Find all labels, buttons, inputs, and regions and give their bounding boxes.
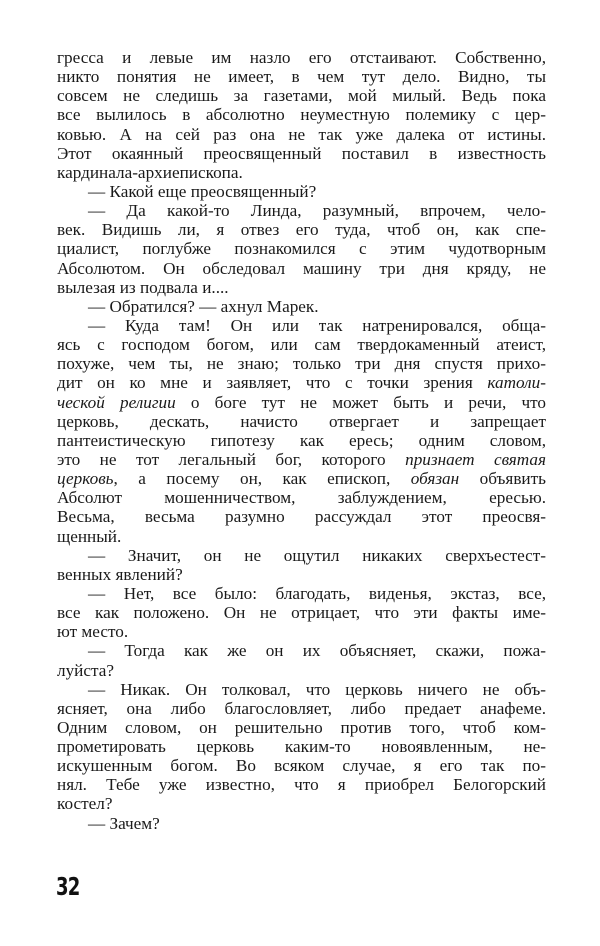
text-line: искушенным богом. Во всяком случае, я его так по- (57, 756, 546, 776)
italic-text: церковь (57, 469, 114, 489)
text-line: Одним словом, он решительно против того, чтоб ком- (57, 717, 546, 737)
book-page-text (57, 48, 546, 833)
text-line: все как положено. Он не отрицает, что эти факты име- (57, 603, 546, 623)
italic-text: обязан (410, 469, 460, 489)
text-line: ясь с господом богом, или сам твердокаменный атеист, (57, 335, 546, 355)
text-segment: , а посему он, как епископ, (113, 469, 411, 489)
text-line: кардинала-архиепископа. (57, 162, 243, 182)
italic-text: признает святая (405, 449, 547, 469)
text-line: — Тогда как же он их объясняет, скажи, пожа- (88, 641, 546, 661)
text-line: — Значит, он не ощутил никаких сверхъестест- (88, 545, 546, 565)
text-line (57, 469, 546, 488)
text-line: щенный. (57, 526, 122, 546)
text-line (57, 450, 546, 469)
text-line: Весьма, весьма разумно рассуждал этот преосвя- (57, 507, 546, 527)
text-line: похуже, чем ты, не знаю; только три дня спустя прихо- (57, 354, 546, 374)
italic-text: католи- (487, 373, 546, 393)
text-line: церковь, дескать, начисто отвергает и запрещает (57, 411, 546, 431)
text-line: никто понятия не имеет, в чем тут дело. Видно, ты (57, 67, 546, 87)
text-line: Абсолют мошенничеством, заблуждением, ересью. (57, 488, 546, 508)
text-line: век. Видишь ли, я отвез его туда, чтоб он, как спе- (57, 220, 546, 240)
text-line: совсем не следишь за газетами, мой милый. Ведь пока (57, 86, 546, 106)
text-line (57, 373, 546, 392)
text-segment: это не тот легальный бог, которого (57, 449, 406, 469)
text-line: — Никак. Он толковал, что церковь ничего не объ- (88, 679, 546, 699)
text-line: вылезая из подвала и.... (57, 277, 229, 297)
text-line: Абсолютом. Он обследовал машину три дня кряду, не (57, 258, 546, 278)
text-line (57, 393, 546, 412)
text-line: Этот окаянный преосвященный поставил в известность (57, 143, 546, 163)
text-line: все вылилось в абсолютно неуместную полемику с цер- (57, 105, 546, 125)
text-line: — Куда там! Он или так натренировался, обща- (88, 315, 546, 335)
text-line: ясняет, она либо благословляет, либо предает анафеме. (57, 698, 546, 718)
text-line: луйста? (57, 660, 114, 680)
text-line: костел? (57, 794, 113, 814)
text-line: циалист, поглубже познакомился с этим чудотворным (57, 239, 546, 259)
text-line: — Зачем? (88, 813, 160, 833)
text-line: пантеистическую гипотезу как ересь; одним словом, (57, 430, 546, 450)
text-segment: о боге тут не может быть и речи, что (175, 392, 546, 412)
text-line: гресса и левые им назло его отстаивают. Собственно, (57, 48, 546, 67)
text-line: нял. Тебе уже известно, что я приобрел Белогорский (57, 775, 546, 795)
text-line: ют место. (57, 622, 129, 642)
text-segment: объявить (459, 469, 546, 489)
text-line: — Обратился? — ахнул Марек. (88, 296, 319, 316)
page-number: 32 (56, 872, 80, 901)
text-line: — Да какой-то Линда, разумный, впрочем, чело- (88, 201, 546, 221)
text-line: ковью. А на сей раз она не так уже далека от истины. (57, 124, 546, 144)
text-line: прометировать церковь каким-то новоявленным, не- (57, 737, 546, 757)
text-line: — Какой еще преосвященный? (88, 181, 317, 201)
text-line: — Нет, все было: благодать, виденья, экстаз, все, (88, 583, 546, 603)
italic-text: ческой религии (57, 392, 176, 412)
text-line: венных явлений? (57, 564, 183, 584)
text-segment: дит он ко мне и заявляет, что с точки зрения (57, 373, 488, 393)
